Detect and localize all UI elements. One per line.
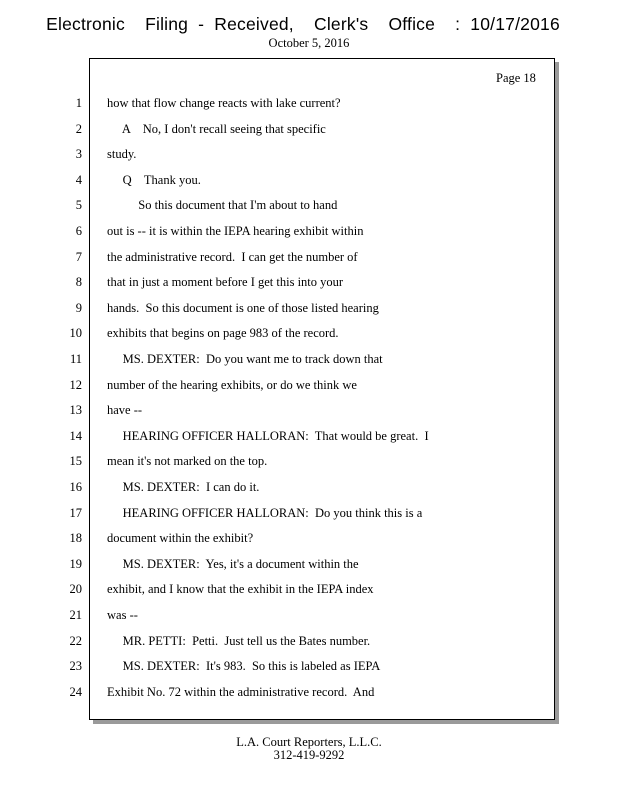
transcript-line: mean it's not marked on the top. — [107, 454, 268, 468]
line-number: 21 — [69, 608, 82, 622]
transcript-line: MS. DEXTER: Yes, it's a document within the — [107, 557, 359, 571]
transcript-line: MS. DEXTER: Do you want me to track down that — [107, 352, 383, 366]
line-number: 15 — [69, 454, 82, 468]
page-number: Page 18 — [496, 71, 536, 85]
line-number: 5 — [75, 198, 82, 212]
line-number: 7 — [75, 250, 82, 264]
transcript-line: HEARING OFFICER HALLORAN: Do you think this is a — [107, 506, 423, 520]
line-number: 4 — [75, 173, 82, 187]
transcript-line: hands. So this document is one of those listed hearing — [107, 301, 379, 315]
line-number: 14 — [69, 429, 82, 443]
transcript-line: Q Thank you. — [107, 173, 201, 187]
transcript-line: study. — [107, 147, 137, 161]
line-number: 22 — [69, 634, 82, 648]
transcript-line: that in just a moment before I get this into your — [107, 275, 344, 289]
transcript-line: document within the exhibit? — [107, 531, 254, 545]
line-number: 11 — [69, 352, 82, 366]
line-number: 9 — [75, 301, 82, 315]
line-number: 6 — [75, 224, 82, 238]
footer-phone: 312-419-9292 — [273, 748, 345, 762]
transcript-line: how that flow change reacts with lake current? — [107, 96, 341, 110]
transcript-line: have -- — [107, 403, 143, 417]
transcript-line: number of the hearing exhibits, or do we think we — [107, 378, 357, 392]
transcript-line: MS. DEXTER: I can do it. — [107, 480, 260, 494]
transcript-line: MR. PETTI: Petti. Just tell us the Bates number. — [107, 634, 371, 648]
footer-company: L.A. Court Reporters, L.L.C. — [236, 735, 382, 749]
line-number: 13 — [69, 403, 82, 417]
line-number: 24 — [69, 685, 82, 699]
line-number: 17 — [69, 506, 82, 520]
line-number: 1 — [75, 96, 82, 110]
electronic-filing-stamp: Electronic Filing - Received, Clerk's Office : 10/17/2016 — [46, 14, 560, 34]
transcript-line: was -- — [107, 608, 138, 622]
line-number: 23 — [69, 659, 82, 673]
line-number: 19 — [69, 557, 82, 571]
transcript-line: out is -- it is within the IEPA hearing exhibit within — [107, 224, 364, 238]
transcript-line: HEARING OFFICER HALLORAN: That would be great. I — [107, 429, 429, 443]
transcript-line: exhibits that begins on page 983 of the record. — [107, 326, 339, 340]
line-number: 3 — [75, 147, 82, 161]
line-number: 2 — [75, 122, 82, 136]
line-number: 20 — [69, 582, 82, 596]
transcript-date: October 5, 2016 — [268, 36, 350, 50]
line-number: 8 — [75, 275, 82, 289]
line-number: 10 — [69, 326, 82, 340]
transcript-line: MS. DEXTER: It's 983. So this is labeled as IEPA — [107, 659, 381, 673]
transcript-line: So this document that I'm about to hand — [107, 198, 338, 212]
line-number: 12 — [69, 378, 82, 392]
transcript-line: the administrative record. I can get the number of — [107, 250, 358, 264]
line-number: 18 — [69, 531, 82, 545]
line-number: 16 — [69, 480, 82, 494]
transcript-line: Exhibit No. 72 within the administrative record. And — [107, 685, 375, 699]
transcript-line: A No, I don't recall seeing that specific — [107, 122, 326, 136]
transcript-line: exhibit, and I know that the exhibit in the IEPA index — [107, 582, 374, 596]
